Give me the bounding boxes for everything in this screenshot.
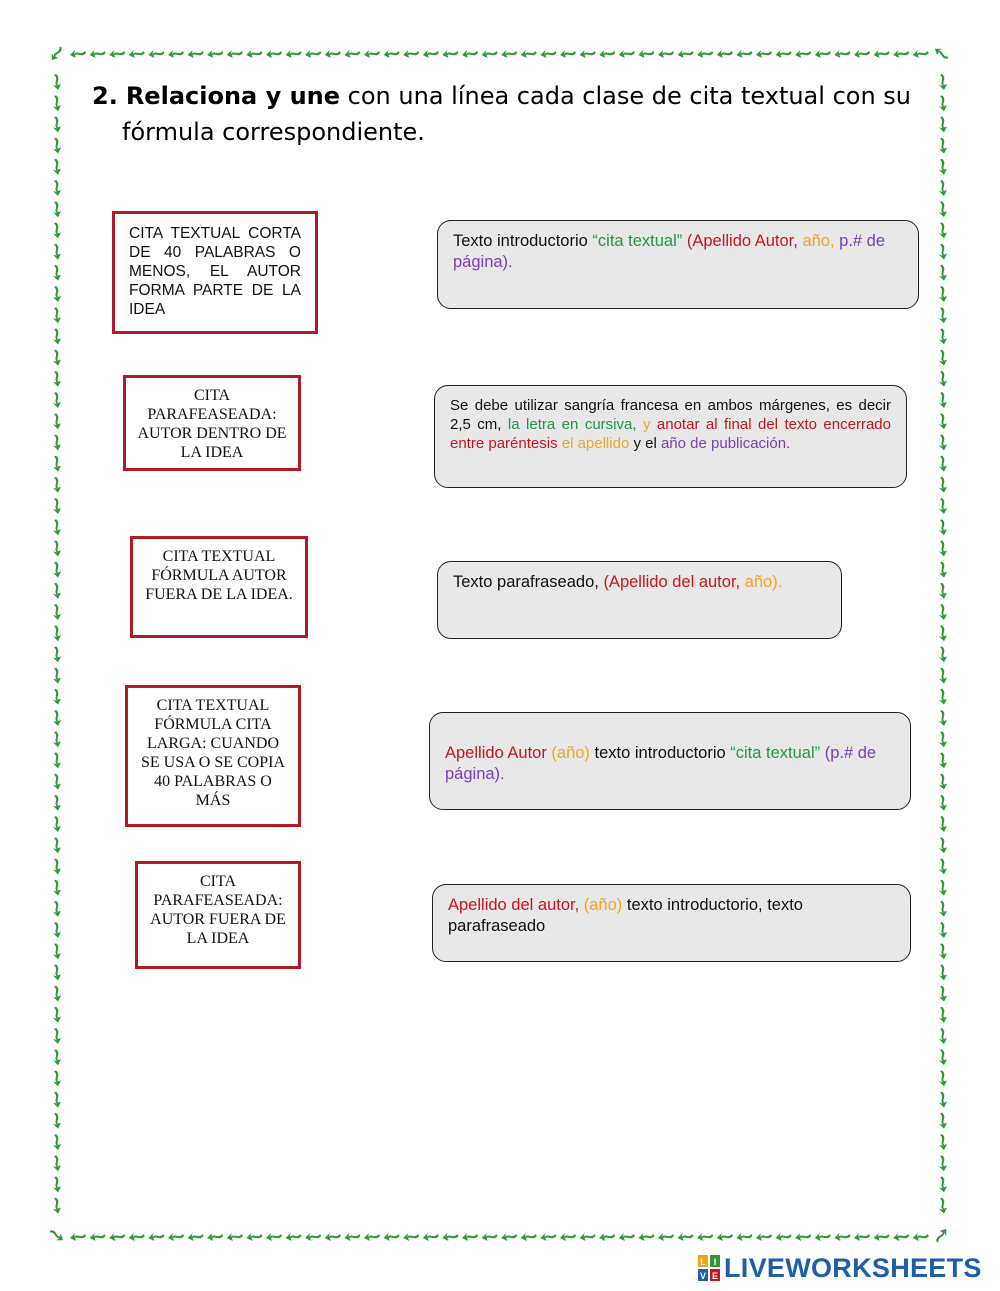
formula-segment: texto introductorio, texto parafraseado: [448, 896, 803, 935]
formula-segment: (Apellido del autor,: [603, 573, 745, 591]
liveworksheets-logo: [698, 1254, 982, 1282]
formula-segment: (año): [583, 896, 627, 914]
formula-card-4[interactable]: [429, 712, 911, 810]
instruction-bold: Relaciona y une: [125, 82, 341, 110]
liveworksheets-wordmark: LIVEWORKSHEETS: [724, 1252, 982, 1283]
formula-segment: “cita textual”: [592, 232, 687, 250]
citation-type-box-1[interactable]: CITA TEXTUAL CORTA DE 40 PALABRAS O MENOS, EL AUTOR FORMA PARTE DE LA IDEA: [112, 211, 318, 334]
formula-segment: año,: [802, 232, 840, 250]
formula-segment: Apellido del autor,: [448, 896, 584, 914]
instruction-text: [92, 78, 912, 150]
formula-segment: (Apellido Autor,: [686, 232, 803, 250]
formula-segment: anotar al final del texto encerrado entre paréntesis: [450, 416, 891, 452]
instruction-line2: fórmula correspondiente.: [122, 118, 425, 146]
formula-segment: la letra en cursiva,: [507, 416, 643, 433]
formula-segment: “cita textual”: [730, 744, 825, 762]
formula-segment: año de publicación.: [660, 435, 791, 452]
svg-text:L: L: [700, 1257, 706, 1267]
formula-segment: (p.# de página).: [445, 744, 877, 783]
formula-card-2[interactable]: [434, 385, 907, 488]
citation-type-box-3[interactable]: CITA TEXTUAL FÓRMULA AUTOR FUERA DE LA IDEA.: [130, 536, 308, 638]
formula-segment: Se debe utilizar sangría francesa en ambos márgenes, es decir 2,5 cm,: [450, 397, 891, 433]
formula-segment: (año): [551, 744, 595, 762]
formula-segment: texto introductorio: [594, 744, 731, 762]
instruction-number: 2.: [92, 82, 118, 110]
formula-segment: Apellido Autor: [445, 744, 552, 762]
formula-segment: Texto introductorio: [453, 232, 593, 250]
svg-text:E: E: [711, 1271, 719, 1281]
formula-segment: año).: [744, 573, 783, 591]
instruction-rest: con una línea cada clase de cita textual con su: [340, 82, 911, 110]
formula-segment: y: [642, 416, 657, 433]
formula-segment: Texto parafraseado,: [453, 573, 604, 591]
formula-card-3[interactable]: [437, 561, 842, 639]
svg-text:I: I: [713, 1257, 717, 1267]
citation-type-box-2[interactable]: CITA PARAFEASEADA: AUTOR DENTRO DE LA IDEA: [123, 375, 301, 471]
formula-card-1[interactable]: [437, 220, 919, 309]
formula-segment: p.# de página).: [453, 232, 886, 271]
formula-segment: el apellido: [561, 435, 634, 452]
formula-segment: y el: [633, 435, 661, 452]
citation-type-box-5[interactable]: CITA PARAFEASEADA: AUTOR FUERA DE LA IDEA: [135, 861, 301, 969]
svg-text:V: V: [699, 1271, 707, 1281]
citation-type-box-4[interactable]: CITA TEXTUAL FÓRMULA CITA LARGA: CUANDO SE USA O SE COPIA 40 PALABRAS O MÁS: [125, 685, 301, 827]
formula-card-5[interactable]: [432, 884, 911, 962]
liveworksheets-mark-icon: [698, 1255, 720, 1281]
